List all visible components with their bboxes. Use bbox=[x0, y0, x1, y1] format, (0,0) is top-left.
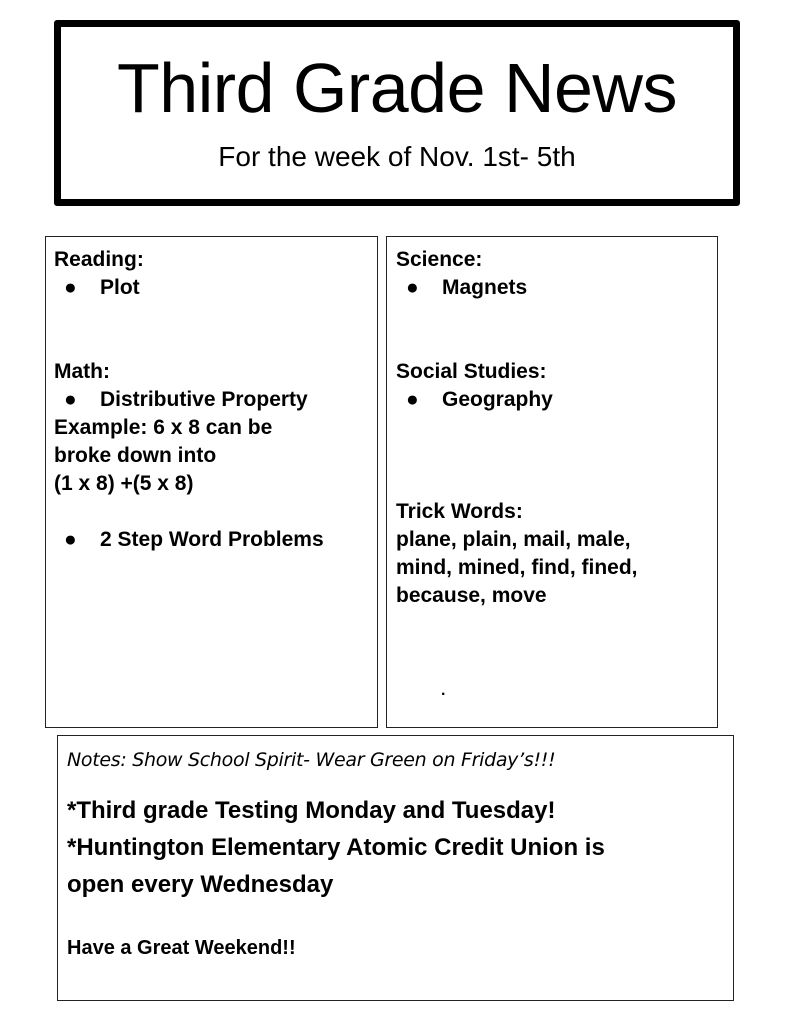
bullet-icon: ● bbox=[64, 528, 77, 551]
trick-words-line: mind, mined, find, fined, bbox=[396, 556, 638, 579]
bullet-icon: ● bbox=[64, 276, 77, 299]
social-studies-item: Geography bbox=[442, 388, 553, 411]
list-item bbox=[54, 526, 369, 554]
math-item: 2 Step Word Problems bbox=[100, 528, 324, 551]
social-studies-heading: Social Studies: bbox=[396, 360, 547, 383]
page-title: Third Grade News bbox=[117, 49, 677, 127]
math-example-line: broke down into bbox=[54, 444, 217, 467]
math-item: Distributive Property bbox=[100, 388, 308, 411]
trick-words-line: plane, plain, mail, male, bbox=[396, 528, 631, 551]
notes-line: *Huntington Elementary Atomic Credit Union is bbox=[67, 834, 605, 861]
math-example-line: Example: 6 x 8 can be bbox=[54, 416, 273, 439]
newsletter-header bbox=[54, 20, 740, 206]
bullet-icon: ● bbox=[406, 388, 419, 411]
list-item bbox=[396, 274, 709, 302]
notes-box bbox=[57, 735, 734, 1001]
notes-label: Notes: Show School Spirit- Wear Green on Friday’s!!! bbox=[67, 749, 556, 771]
trick-words-line: because, move bbox=[396, 584, 547, 607]
bullet-icon: ● bbox=[406, 276, 419, 299]
notes-line: *Third grade Testing Monday and Tuesday! bbox=[67, 797, 556, 824]
notes-line: open every Wednesday bbox=[67, 871, 334, 898]
bullet-icon: ● bbox=[64, 388, 77, 411]
trick-words-heading: Trick Words: bbox=[396, 500, 523, 523]
stray-mark: . bbox=[441, 682, 446, 699]
science-heading: Science: bbox=[396, 248, 483, 271]
reading-heading: Reading: bbox=[54, 248, 144, 271]
list-item bbox=[396, 386, 709, 414]
math-example-line: (1 x 8) +(5 x 8) bbox=[54, 472, 194, 495]
week-subtitle: For the week of Nov. 1st- 5th bbox=[218, 141, 576, 172]
math-heading: Math: bbox=[54, 360, 110, 383]
science-social-panel bbox=[386, 236, 718, 728]
reading-item: Plot bbox=[100, 276, 140, 299]
list-item bbox=[54, 386, 369, 414]
science-item: Magnets bbox=[442, 276, 528, 299]
list-item bbox=[54, 274, 369, 302]
reading-math-panel bbox=[45, 236, 378, 728]
closing-line: Have a Great Weekend!! bbox=[67, 937, 296, 959]
notes-main bbox=[67, 792, 733, 903]
